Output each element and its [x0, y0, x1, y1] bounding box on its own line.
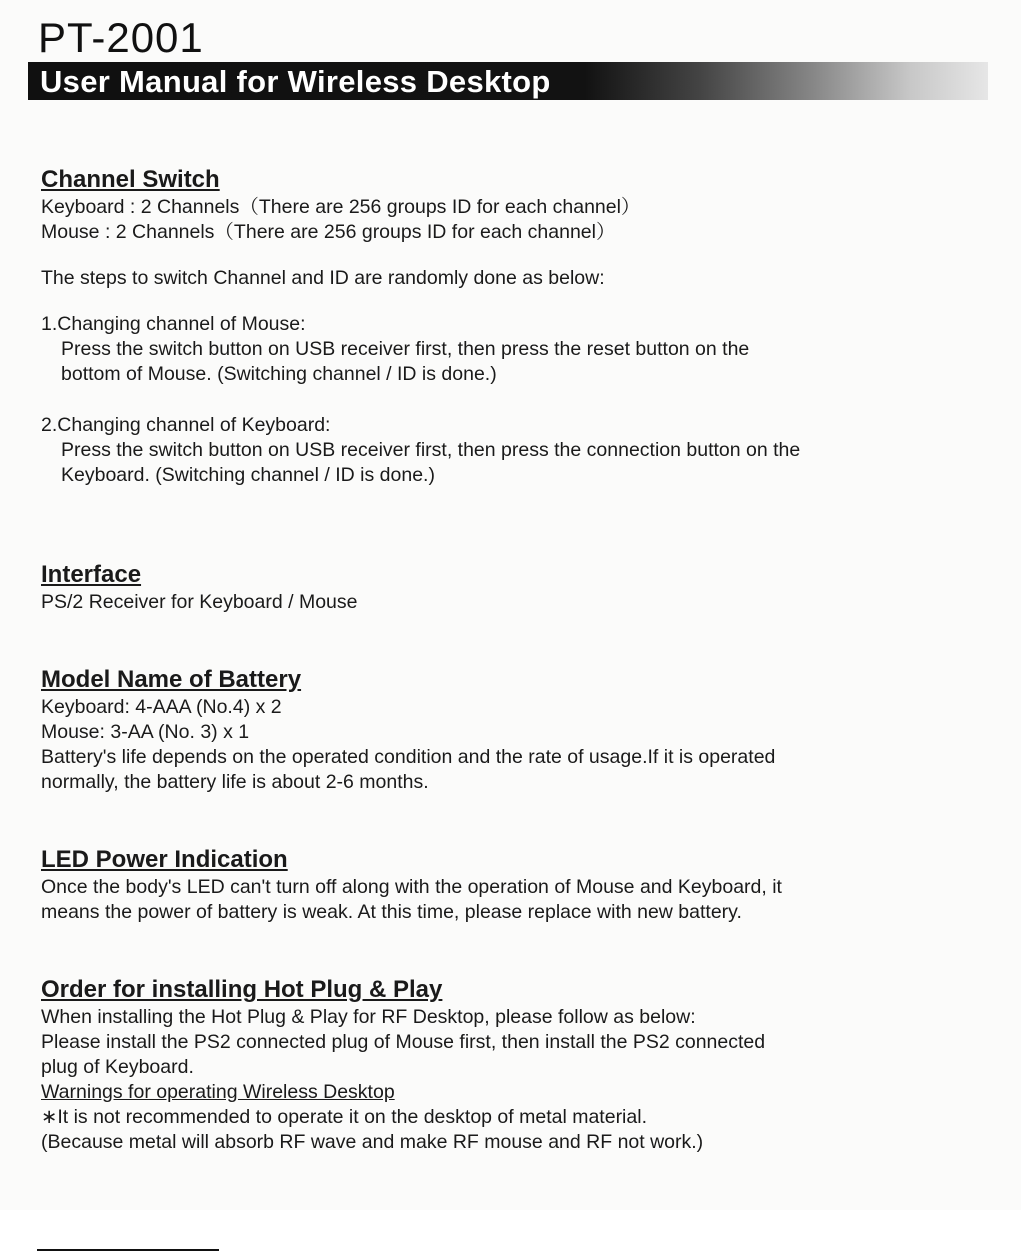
warning-line1: ∗It is not recommended to operate it on the desktop of metal material. — [41, 1106, 647, 1128]
keyboard-channels: Keyboard : 2 Channels（There are 256 groups ID for each channel） — [41, 196, 641, 218]
led-section — [41, 845, 1006, 925]
battery-life-line2: normally, the battery life is about 2-6 months. — [41, 771, 429, 793]
manual-content — [41, 165, 1006, 1155]
battery-heading: Model Name of Battery — [41, 666, 302, 693]
title-banner — [28, 62, 988, 100]
warning-line2: (Because metal will absorb RF wave and make RF mouse and RF not work.) — [41, 1131, 704, 1153]
step2-title: 2.Changing channel of Keyboard: — [41, 414, 331, 436]
hotplug-line3: plug of Keyboard. — [41, 1056, 194, 1078]
hotplug-line1: When installing the Hot Plug & Play for RF Desktop, please follow as below: — [41, 1006, 696, 1028]
step2-line1: Press the switch button on USB receiver first, then press the connection button on the — [61, 439, 801, 461]
battery-section — [41, 665, 1006, 795]
interface-line: PS/2 Receiver for Keyboard / Mouse — [41, 591, 358, 613]
led-line2: means the power of battery is weak. At this time, please replace with new battery. — [41, 901, 742, 923]
step2-line2: Keyboard. (Switching channel / ID is done.) — [61, 464, 435, 486]
led-line1: Once the body's LED can't turn off along with the operation of Mouse and Keyboard, it — [41, 876, 782, 898]
step1-line1: Press the switch button on USB receiver first, then press the reset button on the — [61, 338, 750, 360]
mouse-channels: Mouse : 2 Channels（There are 256 groups ID for each channel） — [41, 221, 616, 243]
step1-title: 1.Changing channel of Mouse: — [41, 313, 306, 335]
interface-section — [41, 560, 1006, 615]
led-heading: LED Power Indication — [41, 846, 288, 873]
interface-heading: Interface — [41, 561, 142, 588]
banner-title: User Manual for Wireless Desktop — [40, 64, 551, 99]
hotplug-line2: Please install the PS2 connected plug of Mouse first, then install the PS2 connected — [41, 1031, 766, 1053]
warnings-heading: Warnings for operating Wireless Desktop — [41, 1081, 395, 1103]
channel-switch-section — [41, 165, 1006, 488]
battery-life-line1: Battery's life depends on the operated condition and the rate of usage.If it is operated — [41, 746, 776, 768]
footnote-divider — [37, 1249, 219, 1251]
step1-line2: bottom of Mouse. (Switching channel / ID is done.) — [61, 363, 497, 385]
channel-switch-heading: Channel Switch — [41, 166, 220, 193]
hotplug-heading: Order for installing Hot Plug & Play — [41, 976, 443, 1003]
battery-keyboard: Keyboard: 4-AAA (No.4) x 2 — [41, 696, 282, 718]
steps-intro: The steps to switch Channel and ID are randomly done as below: — [41, 267, 605, 289]
hotplug-section — [41, 975, 1006, 1155]
battery-mouse: Mouse: 3-AA (No. 3) x 1 — [41, 721, 250, 743]
model-number: PT-2001 — [38, 14, 204, 61]
